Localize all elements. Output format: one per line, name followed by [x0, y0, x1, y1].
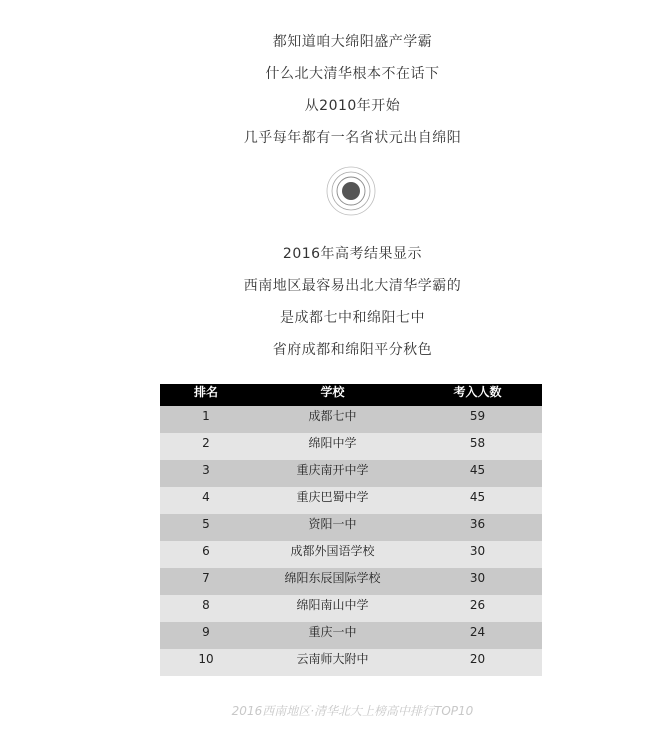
- rank-cell: 1: [160, 406, 252, 433]
- rank-cell: 6: [160, 541, 252, 568]
- school-cell: 重庆南开中学: [252, 460, 413, 487]
- header-rank: 排名: [160, 384, 252, 406]
- admissions-cell: 26: [413, 595, 542, 622]
- school-cell: 成都七中: [252, 406, 413, 433]
- admissions-cell: 30: [413, 568, 542, 595]
- rank-cell: 9: [160, 622, 252, 649]
- intro-line: 几乎每年都有一名省状元出自绵阳: [243, 130, 462, 146]
- admissions-cell: 36: [413, 514, 542, 541]
- result-line: 2016年高考结果显示: [282, 246, 423, 262]
- school-cell: 资阳一中: [252, 514, 413, 541]
- school-cell: 绵阳东辰国际学校: [252, 568, 413, 595]
- table-row: [160, 514, 542, 541]
- admissions-cell: 24: [413, 622, 542, 649]
- intro-paragraph: [0, 26, 667, 154]
- rank-cell: 7: [160, 568, 252, 595]
- table-row: [160, 568, 542, 595]
- rank-cell: 2: [160, 433, 252, 460]
- result-line: 是成都七中和绵阳七中: [280, 310, 425, 326]
- table-row: [160, 541, 542, 568]
- admissions-cell: 59: [413, 406, 542, 433]
- table-row: [160, 595, 542, 622]
- ranking-table: [160, 384, 542, 676]
- school-cell: 绵阳南山中学: [252, 595, 413, 622]
- table-row: [160, 622, 542, 649]
- admissions-cell: 58: [413, 433, 542, 460]
- rank-cell: 10: [160, 649, 252, 676]
- header-admissions: 考入人数: [413, 384, 542, 406]
- intro-line: 什么北大清华根本不在话下: [265, 66, 440, 82]
- school-cell: 云南师大附中: [252, 649, 413, 676]
- table-header-row: [160, 384, 542, 406]
- table-row: [160, 649, 542, 676]
- intro-line: 都知道咱大绵阳盛产学霸: [272, 34, 433, 50]
- rank-cell: 3: [160, 460, 252, 487]
- rank-cell: 5: [160, 514, 252, 541]
- result-line: 西南地区最容易出北大清华学霸的: [243, 278, 462, 294]
- concentric-circles-icon: [326, 166, 376, 216]
- school-cell: 绵阳中学: [252, 433, 413, 460]
- school-cell: 重庆一中: [252, 622, 413, 649]
- school-cell: 重庆巴蜀中学: [252, 487, 413, 514]
- table-row: [160, 487, 542, 514]
- rank-cell: 4: [160, 487, 252, 514]
- admissions-cell: 45: [413, 487, 542, 514]
- admissions-cell: 45: [413, 460, 542, 487]
- table-row: [160, 433, 542, 460]
- table-caption: 2016西南地区·清华北大上榜高中排行TOP10: [231, 704, 474, 718]
- header-school: 学校: [252, 384, 413, 406]
- result-line: 省府成都和绵阳平分秋色: [272, 342, 433, 358]
- admissions-cell: 20: [413, 649, 542, 676]
- table-row: [160, 406, 542, 433]
- intro-line: 从2010年开始: [304, 98, 401, 114]
- table-row: [160, 460, 542, 487]
- rank-cell: 8: [160, 595, 252, 622]
- school-cell: 成都外国语学校: [252, 541, 413, 568]
- admissions-cell: 30: [413, 541, 542, 568]
- result-paragraph: [0, 238, 667, 366]
